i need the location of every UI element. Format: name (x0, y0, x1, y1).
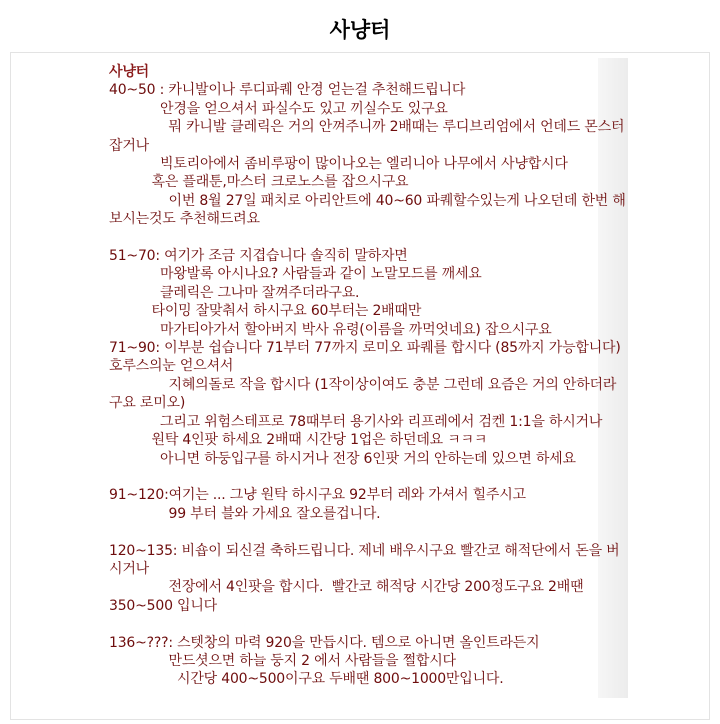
article-line: 99 부터 블와 가세요 잘오를겁니다. (109, 505, 381, 522)
article-line: 시간당 400~500이구요 두배땐 800~1000만입니다. (109, 671, 504, 688)
article-line: 빅토리아에서 좀비루팡이 많이나오는 엘리니아 나무에서 사냥합시다 (109, 156, 568, 173)
article-line: 51~70: 여기가 조금 지겹습니다 솔직히 말하자면 (109, 248, 408, 265)
article-line: 아니면 하둥입구를 하시거나 전장 6인팟 거의 안하는데 있으면 하세요 (109, 450, 576, 467)
article-line: 이번 8월 27일 패치로 아리안트에 40~60 파퀘할수있는게 나오던데 한번 해보시는것도 추천해드려요 (109, 192, 626, 228)
article-lines (109, 81, 629, 688)
page-title: 사냥터 (329, 18, 391, 42)
article-line: 안경을 얻으셔서 파실수도 있고 끼실수도 있구요 (109, 100, 448, 117)
article-line: 타이밍 잘맞춰서 하시구요 60부터는 2배때만 (109, 303, 422, 320)
article-line: 만드셧으면 하늘 둥지 2 에서 사람들을 쩔합시다 (109, 652, 456, 669)
article-line: 71~90: 이부분 쉽습니다 71부터 77까지 로미오 파퀘를 합시다 (85까지 가능합니다) 호루스의눈 얻으셔서 (109, 340, 625, 375)
article-line: 전장에서 4인팟을 합시다. 빨간코 해적당 시간당 200정도구요 2배땐350~500 입니다 (109, 579, 584, 614)
article-body (109, 63, 629, 689)
article-line: 120~135: 비숍이 되신걸 축하드립니다. 제네 배우시구요 빨간코 해적단에서 돈을 버시거나 (109, 542, 620, 577)
article-line: 지혜의돌로 작을 합시다 (1작이상이여도 충분 그런데 요즘은 거의 안하더라구요 로미오) (109, 376, 617, 412)
blank-line (109, 468, 629, 486)
article-line: 원탁 4인팟 하세요 2배때 시간당 1업은 하던데요 ㅋㅋㅋ (109, 432, 488, 449)
article-line: 그리고 위험스테프로 78때부터 용기사와 리프레에서 검켄 1:1을 하시거나 (109, 413, 603, 430)
article-line: 뭐 카니발 클레릭은 거의 안껴주니까 2배때는 루디브리엄에서 언데드 몬스터 잡거나 (109, 119, 629, 154)
article-heading: 사냥터 (109, 64, 149, 80)
article-line: 마왕발록 아시나요? 사람들과 같이 노말모드를 깨세요 (109, 266, 482, 283)
article-line: 혹은 플래툰,마스터 크로노스를 잡으시구요 (109, 174, 409, 191)
blank-line (109, 615, 629, 633)
article-line: 91~120:여기는 ... 그냥 원탁 하시구요 92부터 레와 가셔서 힐주시고 (109, 487, 526, 504)
blank-line (109, 229, 629, 247)
article-line: 40~50 : 카니발이나 루디파퀘 안경 얻는걸 추천해드립니다 (109, 82, 466, 99)
article-line: 136~???: 스텟창의 마력 920을 만듭시다. 템으로 아니면 올인트라든지 (109, 634, 540, 651)
article-line: 마가티아가서 할아버지 박사 유령(이름을 까먹엇네요) 잡으시구요 (109, 321, 552, 338)
article-line: 클레릭은 그나마 잘껴주더라구요. (109, 284, 360, 301)
blank-line (109, 523, 629, 541)
